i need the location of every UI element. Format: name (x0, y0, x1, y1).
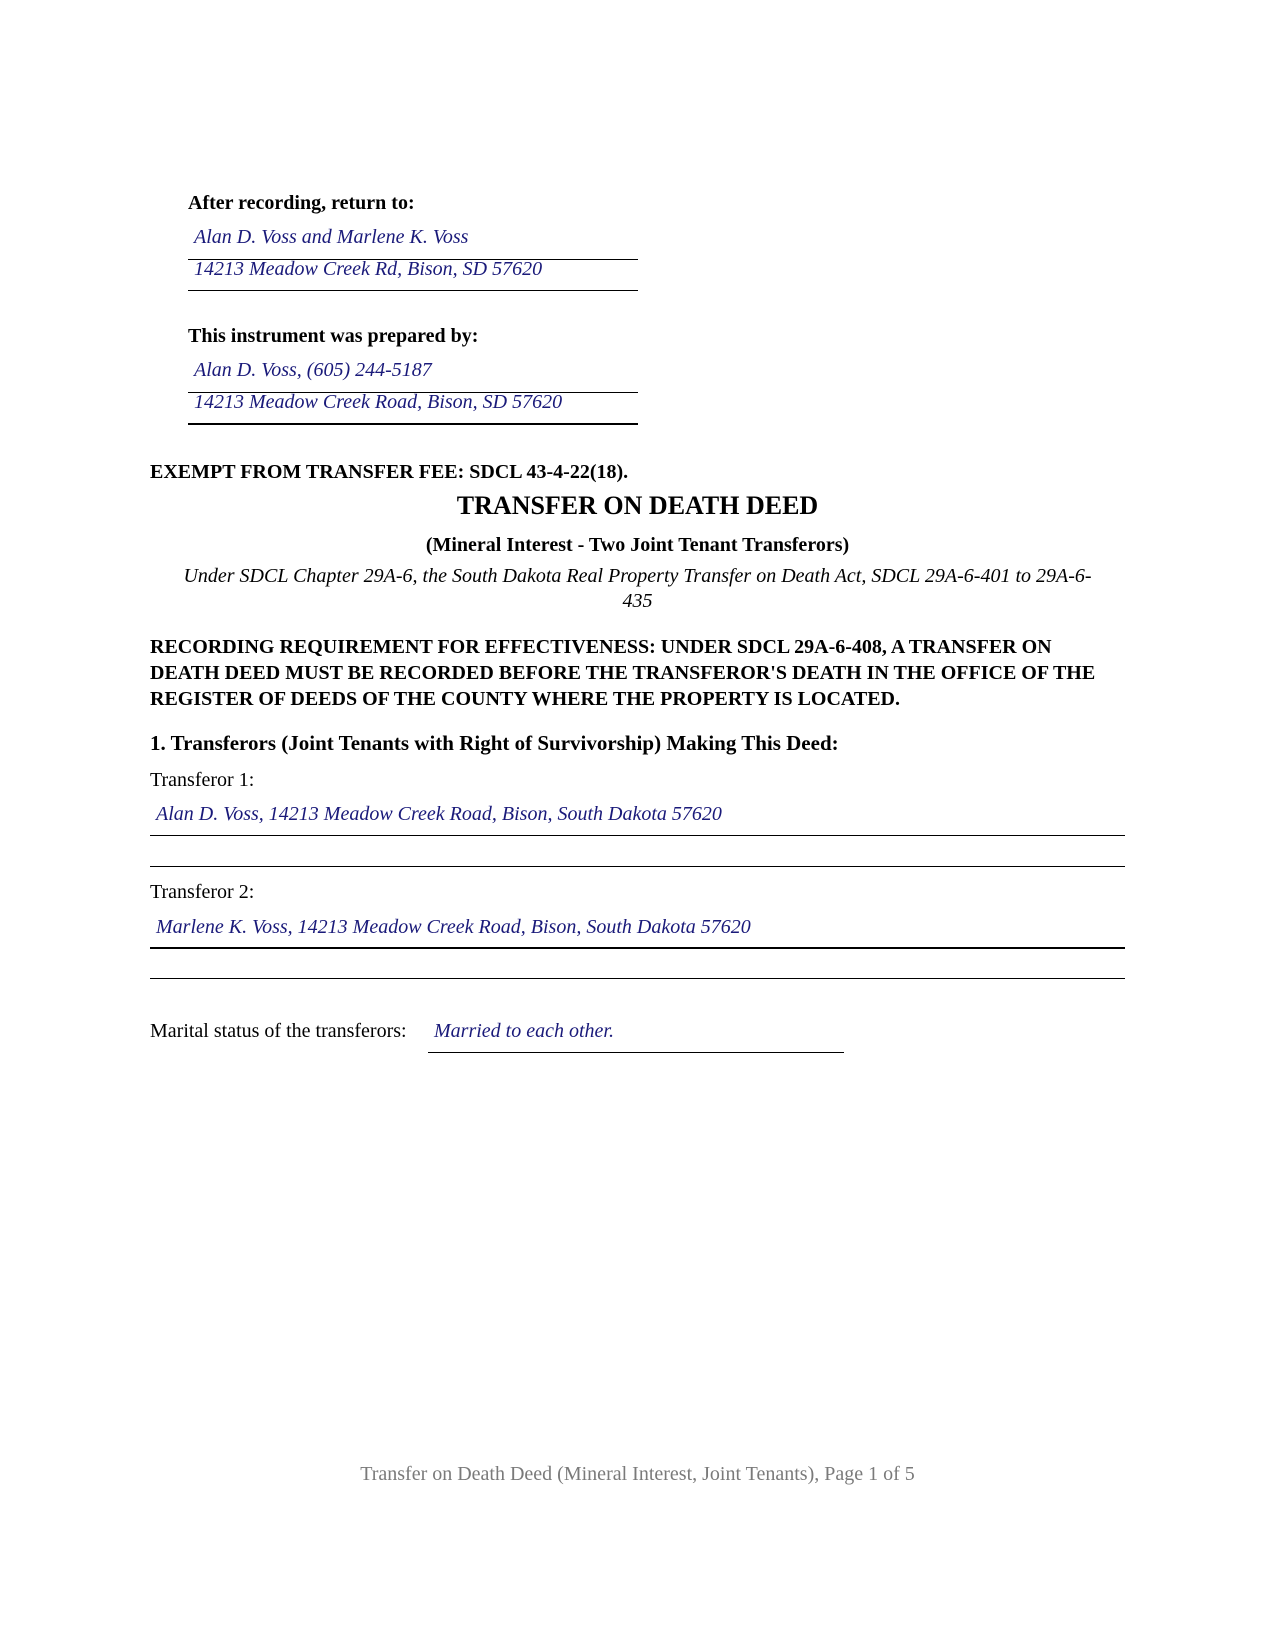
return-to-line2[interactable]: 14213 Meadow Creek Rd, Bison, SD 57620 (194, 258, 543, 280)
document-subtitle: (Mineral Interest - Two Joint Tenant Transferors) (425, 534, 850, 556)
transferor-1-value[interactable]: Alan D. Voss, 14213 Meadow Creek Road, Bison, South Dakota 57620 (156, 803, 722, 825)
prepared-by-line1[interactable]: Alan D. Voss, (605) 244-5187 (194, 359, 432, 381)
recording-requirement: RECORDING REQUIREMENT FOR EFFECTIVENESS: UNDER SDCL 29A-6-408, A TRANSFER ON DEATH DEED MUST BE RECORDED BEFORE THE TRANSFEROR'S DEATH IN THE OFFICE OF THE REGISTER OF DEEDS OF THE COUNTY WHERE THE PROPERTY IS LOCATED. (150, 636, 1096, 710)
transferor-1-label: Transferor 1: (150, 769, 255, 791)
transferor-2-label: Transferor 2: (150, 881, 255, 903)
statutory-authority: Under SDCL Chapter 29A-6, the South Dakota Real Property Transfer on Death Act, SDCL 29A-6-401 to 29A-6-435 (183, 565, 1092, 612)
marital-status-label: Marital status of the transferors: (150, 1020, 407, 1042)
prepared-by-line2-rule (188, 423, 638, 425)
return-to-line1[interactable]: Alan D. Voss and Marlene K. Voss (194, 226, 469, 248)
marital-status-rule (428, 1052, 844, 1053)
document-title: TRANSFER ON DEATH DEED (456, 491, 819, 520)
transferor-2-rule-1 (150, 947, 1125, 949)
page-footer: Transfer on Death Deed (Mineral Interest, Joint Tenants), Page 1 of 5 (360, 1463, 915, 1485)
transferor-2-value[interactable]: Marlene K. Voss, 14213 Meadow Creek Road, Bison, South Dakota 57620 (156, 916, 751, 938)
return-to-label: After recording, return to: (188, 192, 415, 214)
transferor-2-rule-2 (150, 978, 1125, 979)
section-1-heading: 1. Transferors (Joint Tenants with Right of Survivorship) Making This Deed: (150, 731, 839, 755)
prepared-by-line2[interactable]: 14213 Meadow Creek Road, Bison, SD 57620 (194, 391, 563, 413)
transferor-1-rule-2 (150, 866, 1125, 867)
exempt-statement: EXEMPT FROM TRANSFER FEE: SDCL 43-4-22(18). (150, 461, 629, 483)
marital-status-value[interactable]: Married to each other. (434, 1020, 614, 1042)
return-to-line2-rule (188, 290, 638, 291)
prepared-by-label: This instrument was prepared by: (188, 325, 479, 347)
transferor-1-rule-1 (150, 835, 1125, 836)
